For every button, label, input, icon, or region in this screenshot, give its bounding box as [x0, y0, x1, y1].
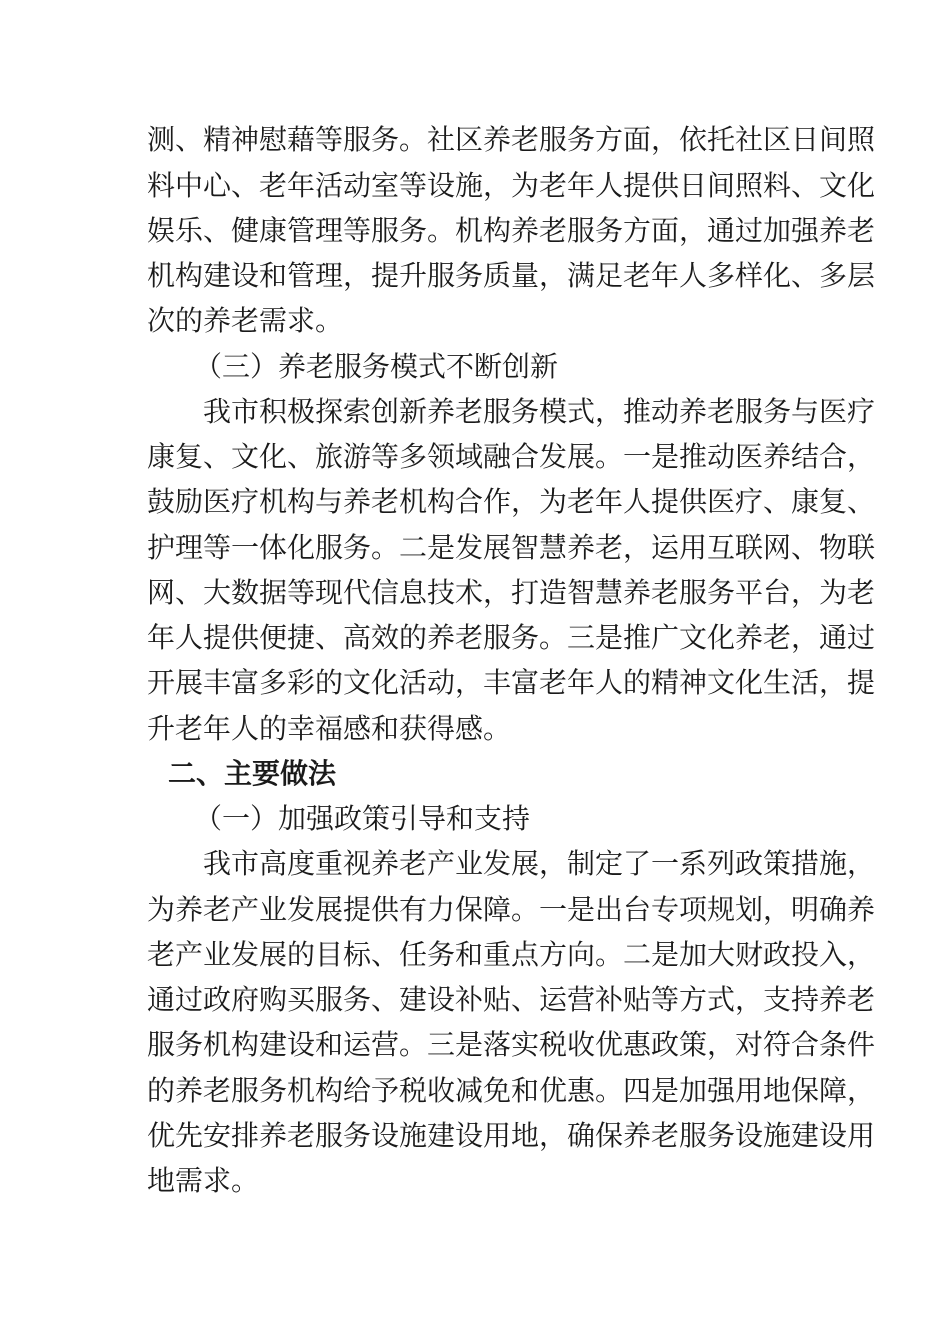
paragraph-line: 料中心、老年活动室等设施，为老年人提供日间照料、文化 — [147, 169, 876, 202]
paragraph-line: 鼓励医疗机构与养老机构合作，为老年人提供医疗、康复、 — [147, 485, 876, 518]
paragraph-line: 娱乐、健康管理等服务。机构养老服务方面，通过加强养老 — [147, 214, 876, 247]
paragraph-line: 机构建设和管理，提升服务质量，满足老年人多样化、多层 — [147, 259, 876, 292]
chapter-heading: 二、主要做法 — [168, 757, 337, 790]
paragraph-line: 护理等一体化服务。二是发展智慧养老，运用互联网、物联 — [147, 531, 876, 564]
paragraph-line: 地需求。 — [147, 1164, 260, 1197]
paragraph-line: 测、精神慰藉等服务。社区养老服务方面，依托社区日间照 — [147, 123, 876, 156]
paragraph-line: 我市高度重视养老产业发展，制定了一系列政策措施， — [203, 847, 876, 880]
paragraph-line: 网、大数据等现代信息技术，打造智慧养老服务平台，为老 — [147, 576, 876, 609]
paragraph-line: 开展丰富多彩的文化活动，丰富老年人的精神文化生活，提 — [147, 666, 876, 699]
paragraph-line: 我市积极探索创新养老服务模式，推动养老服务与医疗 — [203, 395, 876, 428]
paragraph-line: 次的养老需求。 — [147, 304, 344, 337]
paragraph-line: 优先安排养老服务设施建设用地，确保养老服务设施建设用 — [147, 1119, 876, 1152]
paragraph-line: 升老年人的幸福感和获得感。 — [147, 712, 512, 745]
paragraph-line: 康复、文化、旅游等多领域融合发展。一是推动医养结合， — [147, 440, 876, 473]
section-heading: （一）加强政策引导和支持 — [194, 802, 531, 835]
paragraph-line: 通过政府购买服务、建设补贴、运营补贴等方式，支持养老 — [147, 983, 876, 1016]
paragraph-line: 服务机构建设和运营。三是落实税收优惠政策，对符合条件 — [147, 1028, 876, 1061]
paragraph-line: 年人提供便捷、高效的养老服务。三是推广文化养老，通过 — [147, 621, 876, 654]
paragraph-line: 的养老服务机构给予税收减免和优惠。四是加强用地保障， — [147, 1074, 876, 1107]
paragraph-line: 老产业发展的目标、任务和重点方向。二是加大财政投入， — [147, 938, 876, 971]
paragraph-line: 为养老产业发展提供有力保障。一是出台专项规划，明确养 — [147, 893, 876, 926]
section-heading: （三）养老服务模式不断创新 — [194, 350, 559, 383]
